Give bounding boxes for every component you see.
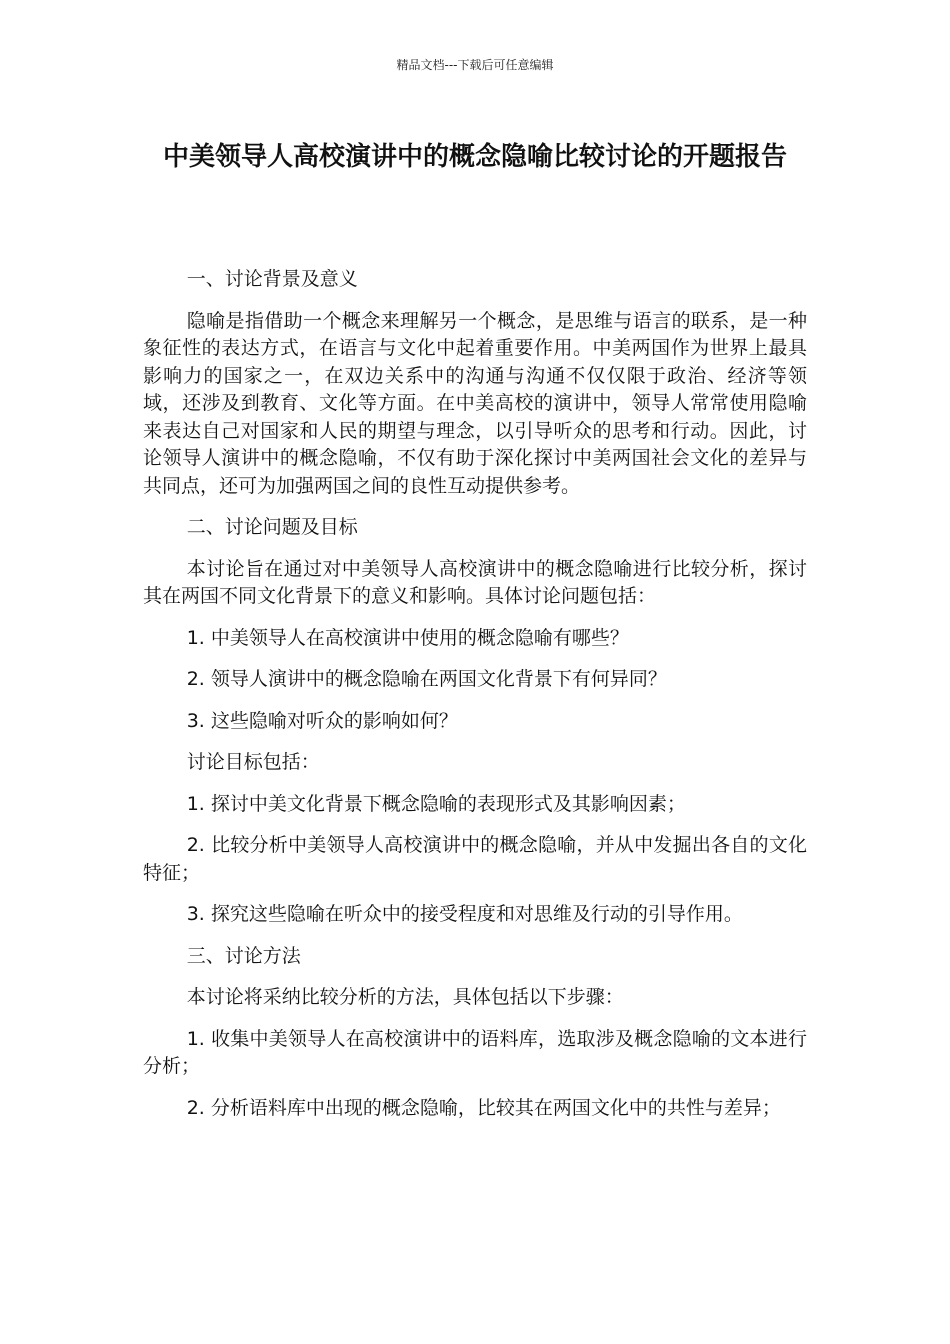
method-step-2: 2. 分析语料库中出现的概念隐喻，比较其在两国文化中的共性与差异；: [186, 1096, 781, 1119]
question-3: 3. 这些隐喻对听众的影响如何？: [186, 709, 458, 732]
goal-1: 1. 探讨中美文化背景下概念隐喻的表现形式及其影响因素；: [186, 792, 686, 815]
section-3-heading: 三、讨论方法: [186, 944, 301, 967]
section-1-heading: 一、讨论背景及意义: [186, 268, 358, 290]
page-header: 精品文档---下载后可任意编辑: [396, 58, 554, 72]
section-2-intro: 本讨论旨在通过对中美领导人高校演讲中的概念隐喻进行比较分析，探讨其在两国不同文化背景下的意义和影响。具体讨论问题包括：: [143, 557, 807, 607]
section-2-heading: 二、讨论问题及目标: [186, 516, 358, 538]
document-body: [143, 266, 807, 1136]
section-3-intro: 本讨论将采纳比较分析的方法，具体包括以下步骤：: [186, 986, 624, 1008]
document-title: 中美领导人高校演讲中的概念隐喻比较讨论的开题报告: [162, 142, 787, 172]
section-1-paragraph: 隐喻是指借助一个概念来理解另一个概念，是思维与语言的联系，是一种象征性的表达方式，在语言与文化中起着重要作用。中美两国作为世界上最具影响力的国家之一，在双边关系中的沟通与沟通不仅仅限于政治、经济等领域，还涉及到教育、文化等方面。在中美高校的演讲中，领导人常常使用隐喻来表达自己对国家和人民的期望与理念，以引导听众的思考和行动。因此，讨论领导人演讲中的概念隐喻，不仅有助于深化探讨中美两国社会文化的差异与共同点，还可为加强两国之间的良性互动提供参考。: [143, 309, 807, 497]
goals-intro: 讨论目标包括：: [186, 751, 320, 773]
goal-2: 2. 比较分析中美领导人高校演讲中的概念隐喻，并从中发掘出各自的文化特征；: [143, 834, 807, 884]
method-step-1: 1. 收集中美领导人在高校演讲中的语料库，选取涉及概念隐喻的文本进行分析；: [143, 1027, 807, 1077]
question-2: 2. 领导人演讲中的概念隐喻在两国文化背景下有何异同？: [186, 668, 667, 690]
question-1: 1. 中美领导人在高校演讲中使用的概念隐喻有哪些？: [186, 626, 629, 649]
goal-3: 3. 探究这些隐喻在听众中的接受程度和对思维及行动的引导作用。: [186, 903, 743, 925]
